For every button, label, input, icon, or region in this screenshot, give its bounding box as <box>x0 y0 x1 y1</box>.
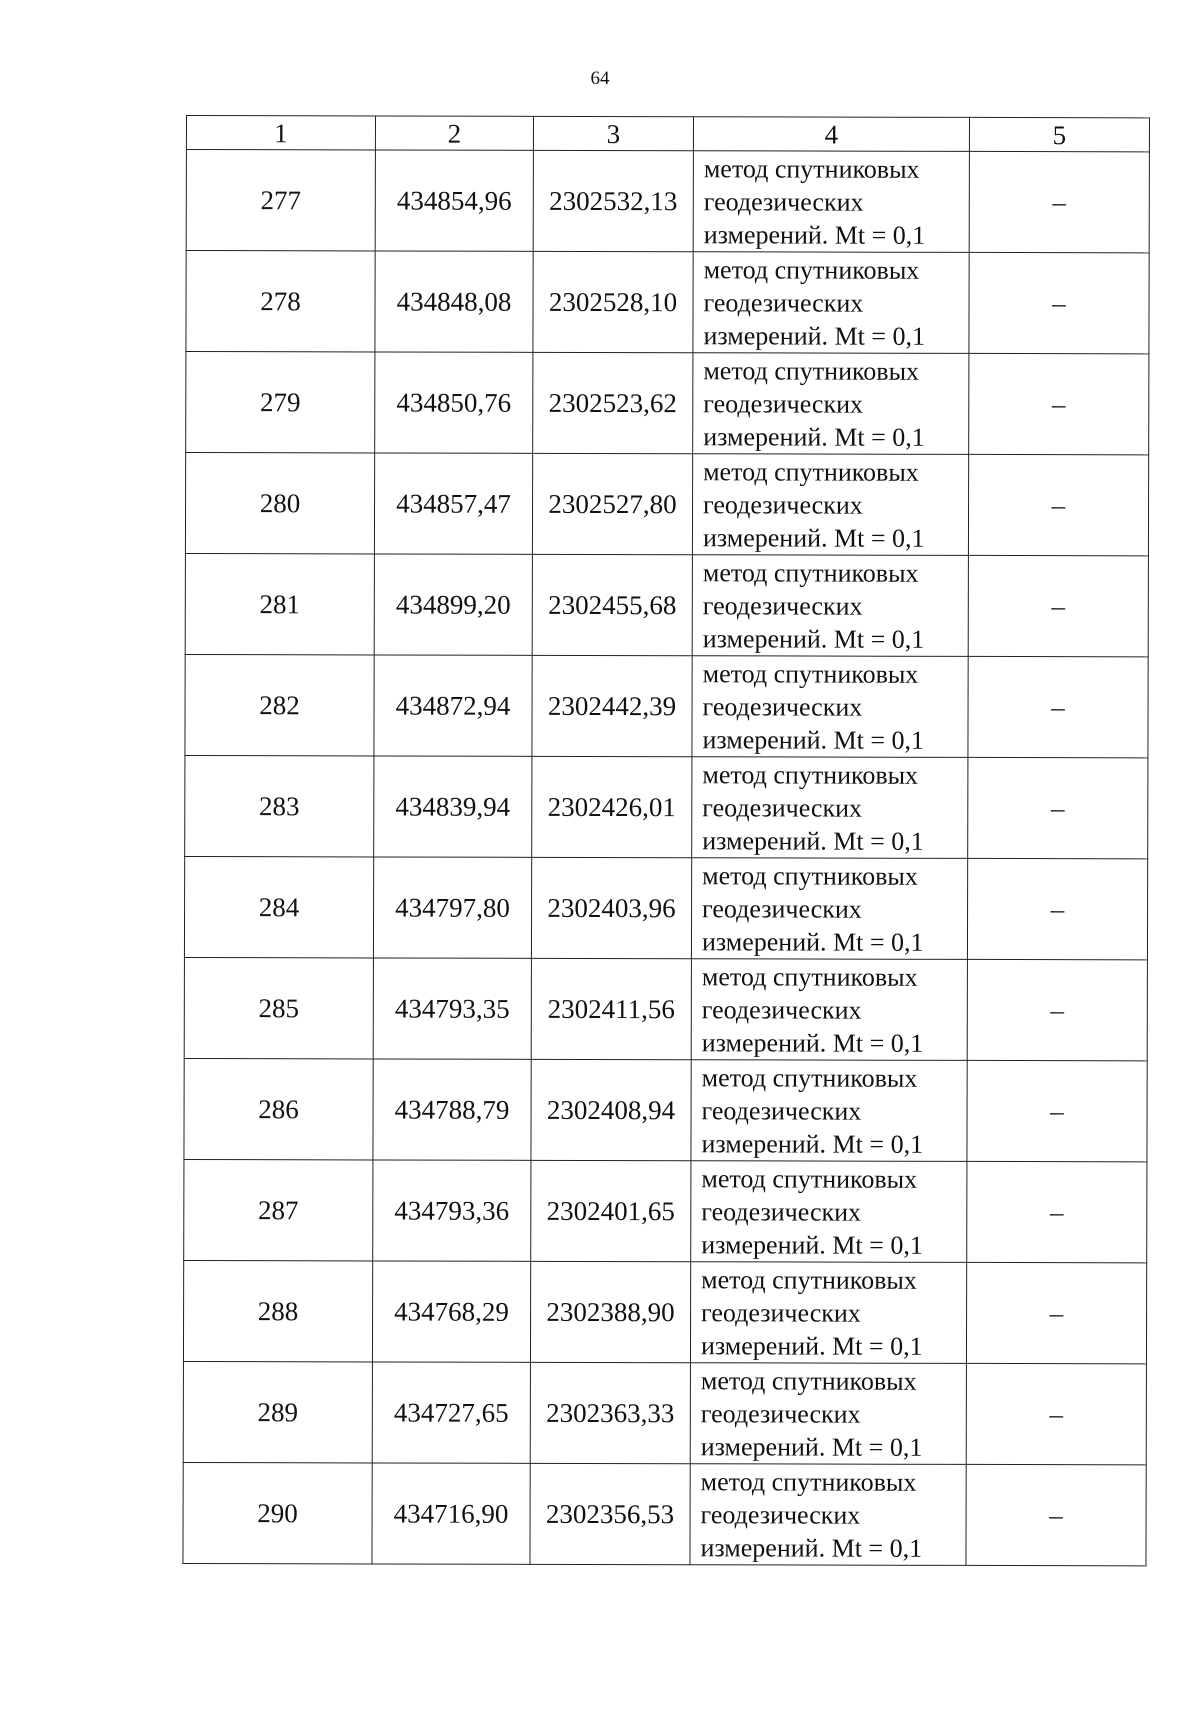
method-cell <box>692 555 968 657</box>
table-row <box>184 957 1147 1060</box>
x-coordinate-cell: 434850,76 <box>375 352 533 453</box>
method-cell <box>693 252 969 354</box>
method-cell <box>690 1262 966 1364</box>
x-coordinate-cell: 434854,96 <box>375 150 533 251</box>
note-cell: – <box>968 757 1148 858</box>
method-cell <box>692 656 968 758</box>
method-cell <box>692 757 968 859</box>
table-row <box>186 251 1149 354</box>
point-number-cell: 287 <box>184 1159 373 1260</box>
table-row <box>183 1361 1146 1464</box>
x-coordinate-cell: 434899,20 <box>374 554 532 655</box>
x-coordinate-cell: 434872,94 <box>374 655 532 756</box>
page-number: 64 <box>590 68 610 89</box>
method-line: метод спутниковых <box>702 658 919 689</box>
column-header-4: 4 <box>693 117 969 152</box>
y-coordinate-cell: 2302426,01 <box>532 756 692 857</box>
note-cell: – <box>968 454 1148 555</box>
point-number-cell: 277 <box>186 150 375 251</box>
x-coordinate-cell: 434857,47 <box>374 453 532 554</box>
method-line: измерений. Mt = 0,1 <box>700 1532 923 1563</box>
x-coordinate-cell: 434788,79 <box>373 1059 531 1160</box>
method-line: метод спутниковых <box>703 254 920 285</box>
x-coordinate-cell: 434768,29 <box>372 1261 530 1362</box>
x-coordinate-cell: 434727,65 <box>372 1362 530 1463</box>
method-line: геодезических <box>702 590 863 621</box>
y-coordinate-cell: 2302532,13 <box>533 150 693 251</box>
method-line: геодезических <box>701 1095 862 1126</box>
method-cell <box>690 1464 966 1566</box>
point-number-cell: 278 <box>186 251 375 352</box>
y-coordinate-cell: 2302403,96 <box>531 857 691 958</box>
point-number-cell: 288 <box>183 1260 372 1361</box>
point-number-cell: 285 <box>184 957 373 1058</box>
coordinates-table <box>182 115 1150 1566</box>
column-header-1: 1 <box>186 116 375 150</box>
method-line: измерений. Mt = 0,1 <box>702 623 925 654</box>
point-number-cell: 281 <box>185 553 374 654</box>
table-row <box>185 553 1148 656</box>
x-coordinate-cell: 434793,35 <box>373 958 531 1059</box>
point-number-cell: 286 <box>184 1058 373 1159</box>
table-row <box>183 1462 1146 1565</box>
method-line: геодезических <box>701 994 862 1025</box>
note-cell: – <box>969 252 1149 353</box>
table-row <box>186 150 1149 253</box>
method-line: измерений. Mt = 0,1 <box>702 724 925 755</box>
method-line: метод спутниковых <box>701 1264 917 1295</box>
method-line: геодезических <box>701 1297 861 1328</box>
header-row <box>186 116 1149 152</box>
method-line: измерений. Mt = 0,1 <box>703 219 926 250</box>
method-line: измерений. Mt = 0,1 <box>701 1027 924 1058</box>
y-coordinate-cell: 2302455,68 <box>532 554 692 655</box>
method-line: метод спутниковых <box>700 1466 917 1497</box>
point-number-cell: 283 <box>185 755 374 856</box>
method-line: геодезических <box>702 893 862 924</box>
method-cell <box>691 1161 967 1263</box>
y-coordinate-cell: 2302356,53 <box>530 1463 690 1564</box>
note-cell: – <box>966 1363 1146 1464</box>
method-cell <box>693 353 969 455</box>
method-cell <box>691 959 967 1061</box>
note-cell: – <box>967 959 1147 1060</box>
method-line: метод спутниковых <box>703 153 920 184</box>
method-line: измерений. Mt = 0,1 <box>701 1229 923 1260</box>
note-cell: – <box>968 656 1148 757</box>
point-number-cell: 289 <box>183 1361 372 1462</box>
method-line: измерений. Mt = 0,1 <box>703 421 925 452</box>
method-cell <box>693 151 969 253</box>
table-row <box>184 1159 1147 1262</box>
method-line: геодезических <box>700 1499 861 1530</box>
method-line: метод спутниковых <box>700 1365 917 1396</box>
method-line: метод спутниковых <box>701 961 918 992</box>
note-cell: – <box>968 555 1148 656</box>
x-coordinate-cell: 434839,94 <box>374 756 532 857</box>
method-line: измерений. Mt = 0,1 <box>702 522 925 553</box>
method-line: геодезических <box>702 691 863 722</box>
note-cell: – <box>966 1262 1146 1363</box>
y-coordinate-cell: 2302527,80 <box>532 453 692 554</box>
table-header <box>186 116 1149 152</box>
column-header-5: 5 <box>969 117 1149 151</box>
note-cell: – <box>966 1464 1146 1565</box>
y-coordinate-cell: 2302523,62 <box>533 352 693 453</box>
method-line: измерений. Mt = 0,1 <box>703 320 926 351</box>
y-coordinate-cell: 2302408,94 <box>531 1059 691 1160</box>
note-cell: – <box>969 353 1149 454</box>
method-line: метод спутниковых <box>702 759 919 790</box>
table-row <box>185 453 1148 556</box>
method-line: измерений. Mt = 0,1 <box>701 926 924 957</box>
table-row <box>184 856 1147 959</box>
method-line: метод спутниковых <box>703 456 919 487</box>
column-header-3: 3 <box>533 116 693 150</box>
method-line: геодезических <box>703 489 863 520</box>
x-coordinate-cell: 434797,80 <box>373 857 531 958</box>
y-coordinate-cell: 2302388,90 <box>530 1261 690 1362</box>
method-line: геодезических <box>701 1196 862 1227</box>
x-coordinate-cell: 434716,90 <box>372 1463 530 1564</box>
method-line: геодезических <box>703 388 864 419</box>
y-coordinate-cell: 2302411,56 <box>531 958 691 1059</box>
method-line: измерений. Mt = 0,1 <box>700 1431 923 1462</box>
method-line: геодезических <box>702 792 863 823</box>
note-cell: – <box>969 151 1149 252</box>
table-row <box>185 755 1148 858</box>
method-line: метод спутниковых <box>702 860 918 891</box>
method-cell <box>691 858 967 960</box>
y-coordinate-cell: 2302442,39 <box>532 655 692 756</box>
method-line: измерений. Mt = 0,1 <box>702 825 924 856</box>
table-row <box>183 1260 1146 1363</box>
method-cell <box>692 454 968 556</box>
method-line: геодезических <box>703 186 864 217</box>
point-number-cell: 280 <box>185 453 374 554</box>
table-row <box>185 654 1148 757</box>
point-number-cell: 284 <box>184 856 373 957</box>
point-number-cell: 282 <box>185 654 374 755</box>
note-cell: – <box>967 1060 1147 1161</box>
method-line: геодезических <box>700 1398 861 1429</box>
y-coordinate-cell: 2302528,10 <box>533 251 693 352</box>
method-line: метод спутниковых <box>702 557 919 588</box>
x-coordinate-cell: 434793,36 <box>373 1160 531 1261</box>
method-line: метод спутниковых <box>701 1062 918 1093</box>
y-coordinate-cell: 2302363,33 <box>530 1362 690 1463</box>
column-header-2: 2 <box>375 116 533 150</box>
method-cell <box>691 1060 967 1162</box>
method-line: измерений. Mt = 0,1 <box>700 1330 923 1361</box>
table-row <box>184 1058 1147 1161</box>
method-line: метод спутниковых <box>701 1163 918 1194</box>
table-row <box>186 352 1149 455</box>
x-coordinate-cell: 434848,08 <box>375 251 533 352</box>
point-number-cell: 279 <box>186 352 375 453</box>
method-cell <box>690 1363 966 1465</box>
method-line: измерений. Mt = 0,1 <box>701 1128 924 1159</box>
method-line: метод спутниковых <box>703 355 920 386</box>
y-coordinate-cell: 2302401,65 <box>531 1160 691 1261</box>
note-cell: – <box>967 858 1147 959</box>
point-number-cell: 290 <box>183 1462 372 1563</box>
table-body <box>183 150 1149 1566</box>
note-cell: – <box>967 1161 1147 1262</box>
method-line: геодезических <box>703 287 864 318</box>
